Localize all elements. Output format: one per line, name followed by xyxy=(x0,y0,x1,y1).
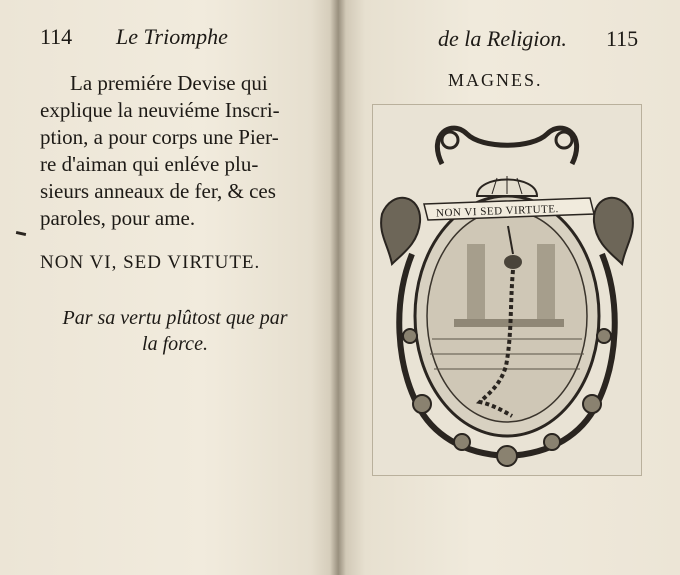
paragraph-line: La premiére Devise qui xyxy=(70,71,268,95)
ribbon-motto: NON VI SED VIRTUTE. xyxy=(435,203,559,220)
left-page xyxy=(0,0,338,575)
paragraph-line: re d'aiman qui enléve plu- xyxy=(40,152,259,176)
emblem-engraving xyxy=(372,104,642,476)
body-paragraph xyxy=(40,70,315,232)
emblem-title: MAGNES. xyxy=(448,70,543,90)
inner-oval xyxy=(427,210,587,422)
french-translation xyxy=(40,305,310,357)
ink-mark xyxy=(16,231,26,236)
paragraph-line: paroles, pour ame. xyxy=(40,206,196,230)
eagle-head-left xyxy=(381,198,420,264)
translation-line: Par sa vertu plûtost que par xyxy=(62,307,288,329)
translation-line: la force. xyxy=(142,333,208,355)
book-gutter xyxy=(330,0,346,575)
latin-motto: NON VI, SED VIRTUTE. xyxy=(40,252,261,273)
lodestone xyxy=(504,255,522,269)
right-page-number: 115 xyxy=(606,26,639,51)
left-page-number: 114 xyxy=(40,24,73,49)
frame-top-scroll xyxy=(437,128,576,164)
paragraph-line: explique la neuviéme Inscri- xyxy=(40,98,280,122)
scroll-curl xyxy=(442,132,458,148)
eagle-head-right xyxy=(594,198,633,264)
paragraph-line: sieurs anneaux de fer, & ces xyxy=(40,179,276,203)
right-running-head: de la Religion. xyxy=(438,26,567,51)
column-right xyxy=(537,244,555,324)
left-running-head: Le Triomphe xyxy=(116,24,228,49)
scroll-curl xyxy=(556,132,572,148)
column-left xyxy=(467,244,485,324)
paragraph-line: ption, a pour corps une Pier- xyxy=(40,125,279,149)
